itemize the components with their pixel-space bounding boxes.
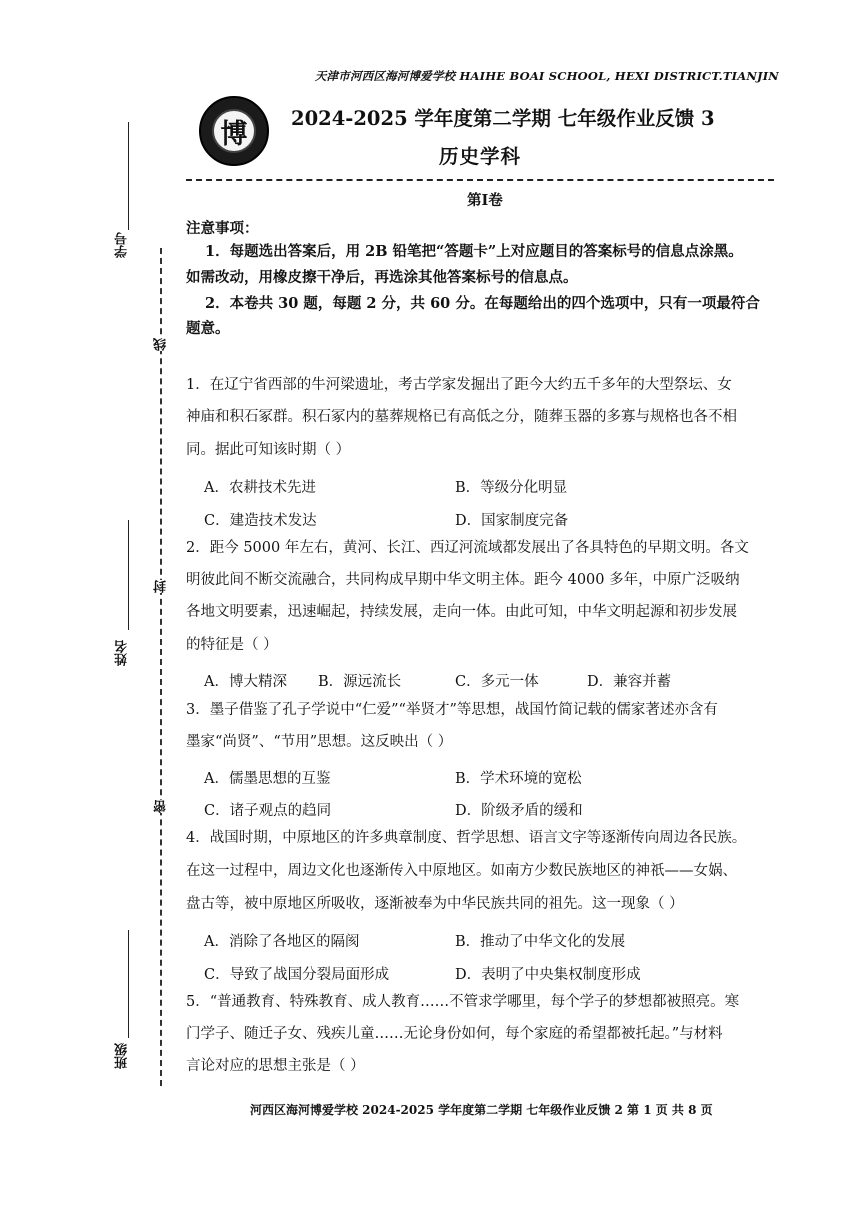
option-b[interactable]: B．等级分化明显 xyxy=(455,480,568,496)
option-a[interactable]: A．农耕技术先进 xyxy=(204,480,316,496)
notice-item: 1．每题选出答案后，用 2B 铅笔把“答题卡”上对应题目的答案标号的信息点涂黑。 xyxy=(205,243,743,260)
question-line: 言论对应的思想主张是（ ） xyxy=(186,1058,365,1074)
question-line: 在这一过程中，周边文化也逐渐传入中原地区。如南方少数民族地区的神祇——女娲、 xyxy=(186,863,737,879)
question-line: 各地文明要素，迅速崛起，持续发展，走向一体。由此可知，中华文明起源和初步发展 xyxy=(186,604,737,620)
class-label: 班级 xyxy=(115,1043,130,1069)
question-line: 门学子、随迁子女、残疾儿童……无论身份如何，每个家庭的希望都被托起。”与材料 xyxy=(186,1026,723,1042)
question-line: 同。据此可知该时期（ ） xyxy=(186,442,351,458)
seal-mark-seal: 封 xyxy=(154,580,169,593)
option-d[interactable]: D．兼容并蓄 xyxy=(587,674,672,690)
option-b[interactable]: B．推动了中华文化的发展 xyxy=(455,934,626,950)
question-line: 墨家“尚贤”、“节用”思想。这反映出（ ） xyxy=(186,734,453,750)
option-c[interactable]: C．多元一体 xyxy=(455,674,539,690)
subject-title: 历史学科 xyxy=(439,145,522,168)
option-d[interactable]: D．阶级矛盾的缓和 xyxy=(455,803,583,819)
option-c[interactable]: C．诸子观点的趋同 xyxy=(204,803,332,819)
notice-item: 2．本卷共 30 题，每题 2 分，共 60 分。在每题给出的四个选项中，只有一项最符合 xyxy=(205,295,760,312)
name-blank[interactable] xyxy=(128,520,129,630)
name-label: 姓名 xyxy=(115,640,130,666)
part-label: 第Ⅰ卷 xyxy=(467,192,503,209)
class-blank[interactable] xyxy=(128,930,129,1038)
header-divider xyxy=(186,179,774,181)
option-a[interactable]: A．博大精深 xyxy=(204,674,287,690)
option-c[interactable]: C．建造技术发达 xyxy=(204,513,317,529)
option-d[interactable]: D．表明了中央集权制度形成 xyxy=(455,967,641,983)
page-title: 2024-2025 学年度第二学期 七年级作业反馈 3 xyxy=(291,107,715,130)
page-footer: 河西区海河博爱学校 2024-2025 学年度第二学期 七年级作业反馈 2 第 1 页 共 8 页 xyxy=(250,1103,713,1117)
question-line: 5．“普通教育、特殊教育、成人教育……不管求学哪里，每个学子的梦想都被照亮。寒 xyxy=(186,994,740,1010)
option-b[interactable]: B．学术环境的宽松 xyxy=(455,771,582,787)
seal-mark-line: 线 xyxy=(154,338,169,351)
notice-heading: 注意事项： xyxy=(186,220,259,237)
option-b[interactable]: B．源远流长 xyxy=(318,674,402,690)
logo-emblem: 博 xyxy=(212,109,256,153)
question-line: 1．在辽宁省西部的牛河梁遗址，考古学家发掘出了距今大约五千多年的大型祭坛、女 xyxy=(186,377,732,393)
notice-item: 题意。 xyxy=(186,320,230,337)
student-id-label: 学号 xyxy=(115,232,130,258)
question-line: 神庙和积石冢群。积石冢内的墓葬规格已有高低之分，随葬玉器的多寡与规格也各不相 xyxy=(186,409,737,425)
question-line: 2．距今 5000 年左右，黄河、长江、西辽河流域都发展出了各具特色的早期文明。各文 xyxy=(186,540,749,556)
question-line: 的特征是（ ） xyxy=(186,637,278,653)
option-d[interactable]: D．国家制度完备 xyxy=(455,513,569,529)
notice-item: 如需改动，用橡皮擦干净后，再选涂其他答案标号的信息点。 xyxy=(186,269,578,286)
school-logo xyxy=(199,96,269,166)
seal-mark-secret: 密 xyxy=(154,800,169,813)
seal-line xyxy=(160,248,162,1086)
question-line: 明彼此间不断交流融合，共同构成早期中华文明主体。距今 4000 多年，中原广泛吸纳 xyxy=(186,572,740,588)
question-line: 3．墨子借鉴了孔子学说中“仁爱”“举贤才”等思想，战国竹简记载的儒家著述亦含有 xyxy=(186,702,718,718)
question-line: 4．战国时期，中原地区的许多典章制度、哲学思想、语言文字等逐渐传向周边各民族。 xyxy=(186,830,747,846)
question-line: 盘古等，被中原地区所吸收，逐渐被奉为中华民族共同的祖先。这一现象（ ） xyxy=(186,896,684,912)
student-id-blank[interactable] xyxy=(128,122,129,230)
option-a[interactable]: A．消除了各地区的隔阂 xyxy=(204,934,360,950)
school-name-line: 天津市河西区海河博爱学校 HAIHE BOAI SCHOOL, HEXI DISTRICT.TIANJIN xyxy=(314,69,779,83)
option-c[interactable]: C．导致了战国分裂局面形成 xyxy=(204,967,390,983)
option-a[interactable]: A．儒墨思想的互鉴 xyxy=(204,771,331,787)
